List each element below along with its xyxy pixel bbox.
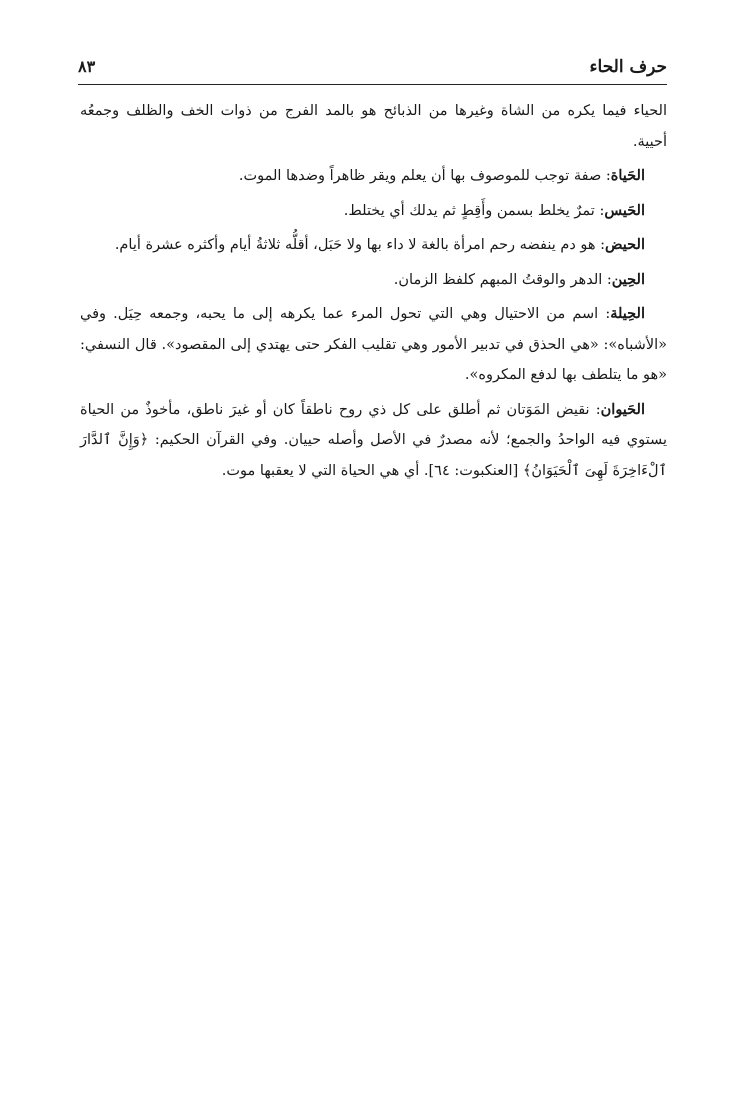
page-number: ٨٣	[78, 57, 96, 76]
entry-term: الحَيس	[604, 201, 645, 219]
entry-term: الحِيلة	[610, 305, 645, 322]
entry-definition: : اسم من الاحتيال وهي التي تحول المرء عما يكرهه إلى ما يحبه، وجمعه حِيَل. وفي «الأشباه»: «هي الحذق في تدبير الأمور وهي تقليب الفكر حتى يهتدي إلى المقصود». قال النسفي: «هو ما يتلطف بها لدفع المكروه».	[80, 306, 667, 383]
entry-definition: : نقيض المَوَتان ثم أطلق على كل ذي روح ناطقاً كان أو غيرَ ناطق، مأخوذٌ من الحياة يستوي فيه الواحدُ والجمع؛ لأنه مصدرٌ في الأصل وأصله حييان. وفي القرآن الحكيم: ﴿وَإِنَّ ٱلدَّارَ ٱلْءَاخِرَةَ لَهِىَ ٱلْحَيَوَانُ﴾ [العنكبوت: ٦٤]. أي هي الحياة التي لا يعقبها موت.	[80, 401, 667, 479]
entry-term: الحيض	[605, 236, 645, 253]
running-title: حرف الحاء	[589, 57, 667, 77]
entry-hayah	[80, 161, 667, 192]
entry-definition: : تمرٌ يخلط بسمن وأَقِطٍ ثم يدلك أي يختلط.	[343, 202, 605, 219]
entry-hin	[80, 265, 667, 296]
entry-definition: الحياء فيما يكره من الشاة وغيرها من الذبائح هو بالمد الفرج من ذوات الخف والظلف وجمعُه أحيية.	[80, 103, 667, 150]
entry-term: الحِين	[611, 270, 645, 288]
entry-term: الحَيوان	[600, 400, 645, 418]
entry-hilah	[80, 299, 667, 391]
header-divider	[78, 84, 667, 85]
page-header	[78, 48, 667, 80]
entry-hayd	[80, 230, 667, 261]
entry-continuation	[80, 96, 667, 157]
dictionary-body	[80, 96, 667, 490]
entry-term: الحَياة	[610, 167, 645, 184]
entry-definition: : هو دم ينفضه رحم امرأة بالغة لا داء بها ولا حَبَل، أقلُّه ثلاثةُ أيام وأكثره عشرة أيام.	[114, 237, 606, 253]
entry-hayawan	[80, 395, 667, 487]
entry-hays	[80, 196, 667, 227]
entry-definition: : الدهر والوقتُ المبهم كلفظ الزمان.	[393, 271, 612, 288]
entry-definition: : صفة توجب للموصوف بها أن يعلم ويقر ظاهراً وضدها الموت.	[238, 168, 611, 184]
